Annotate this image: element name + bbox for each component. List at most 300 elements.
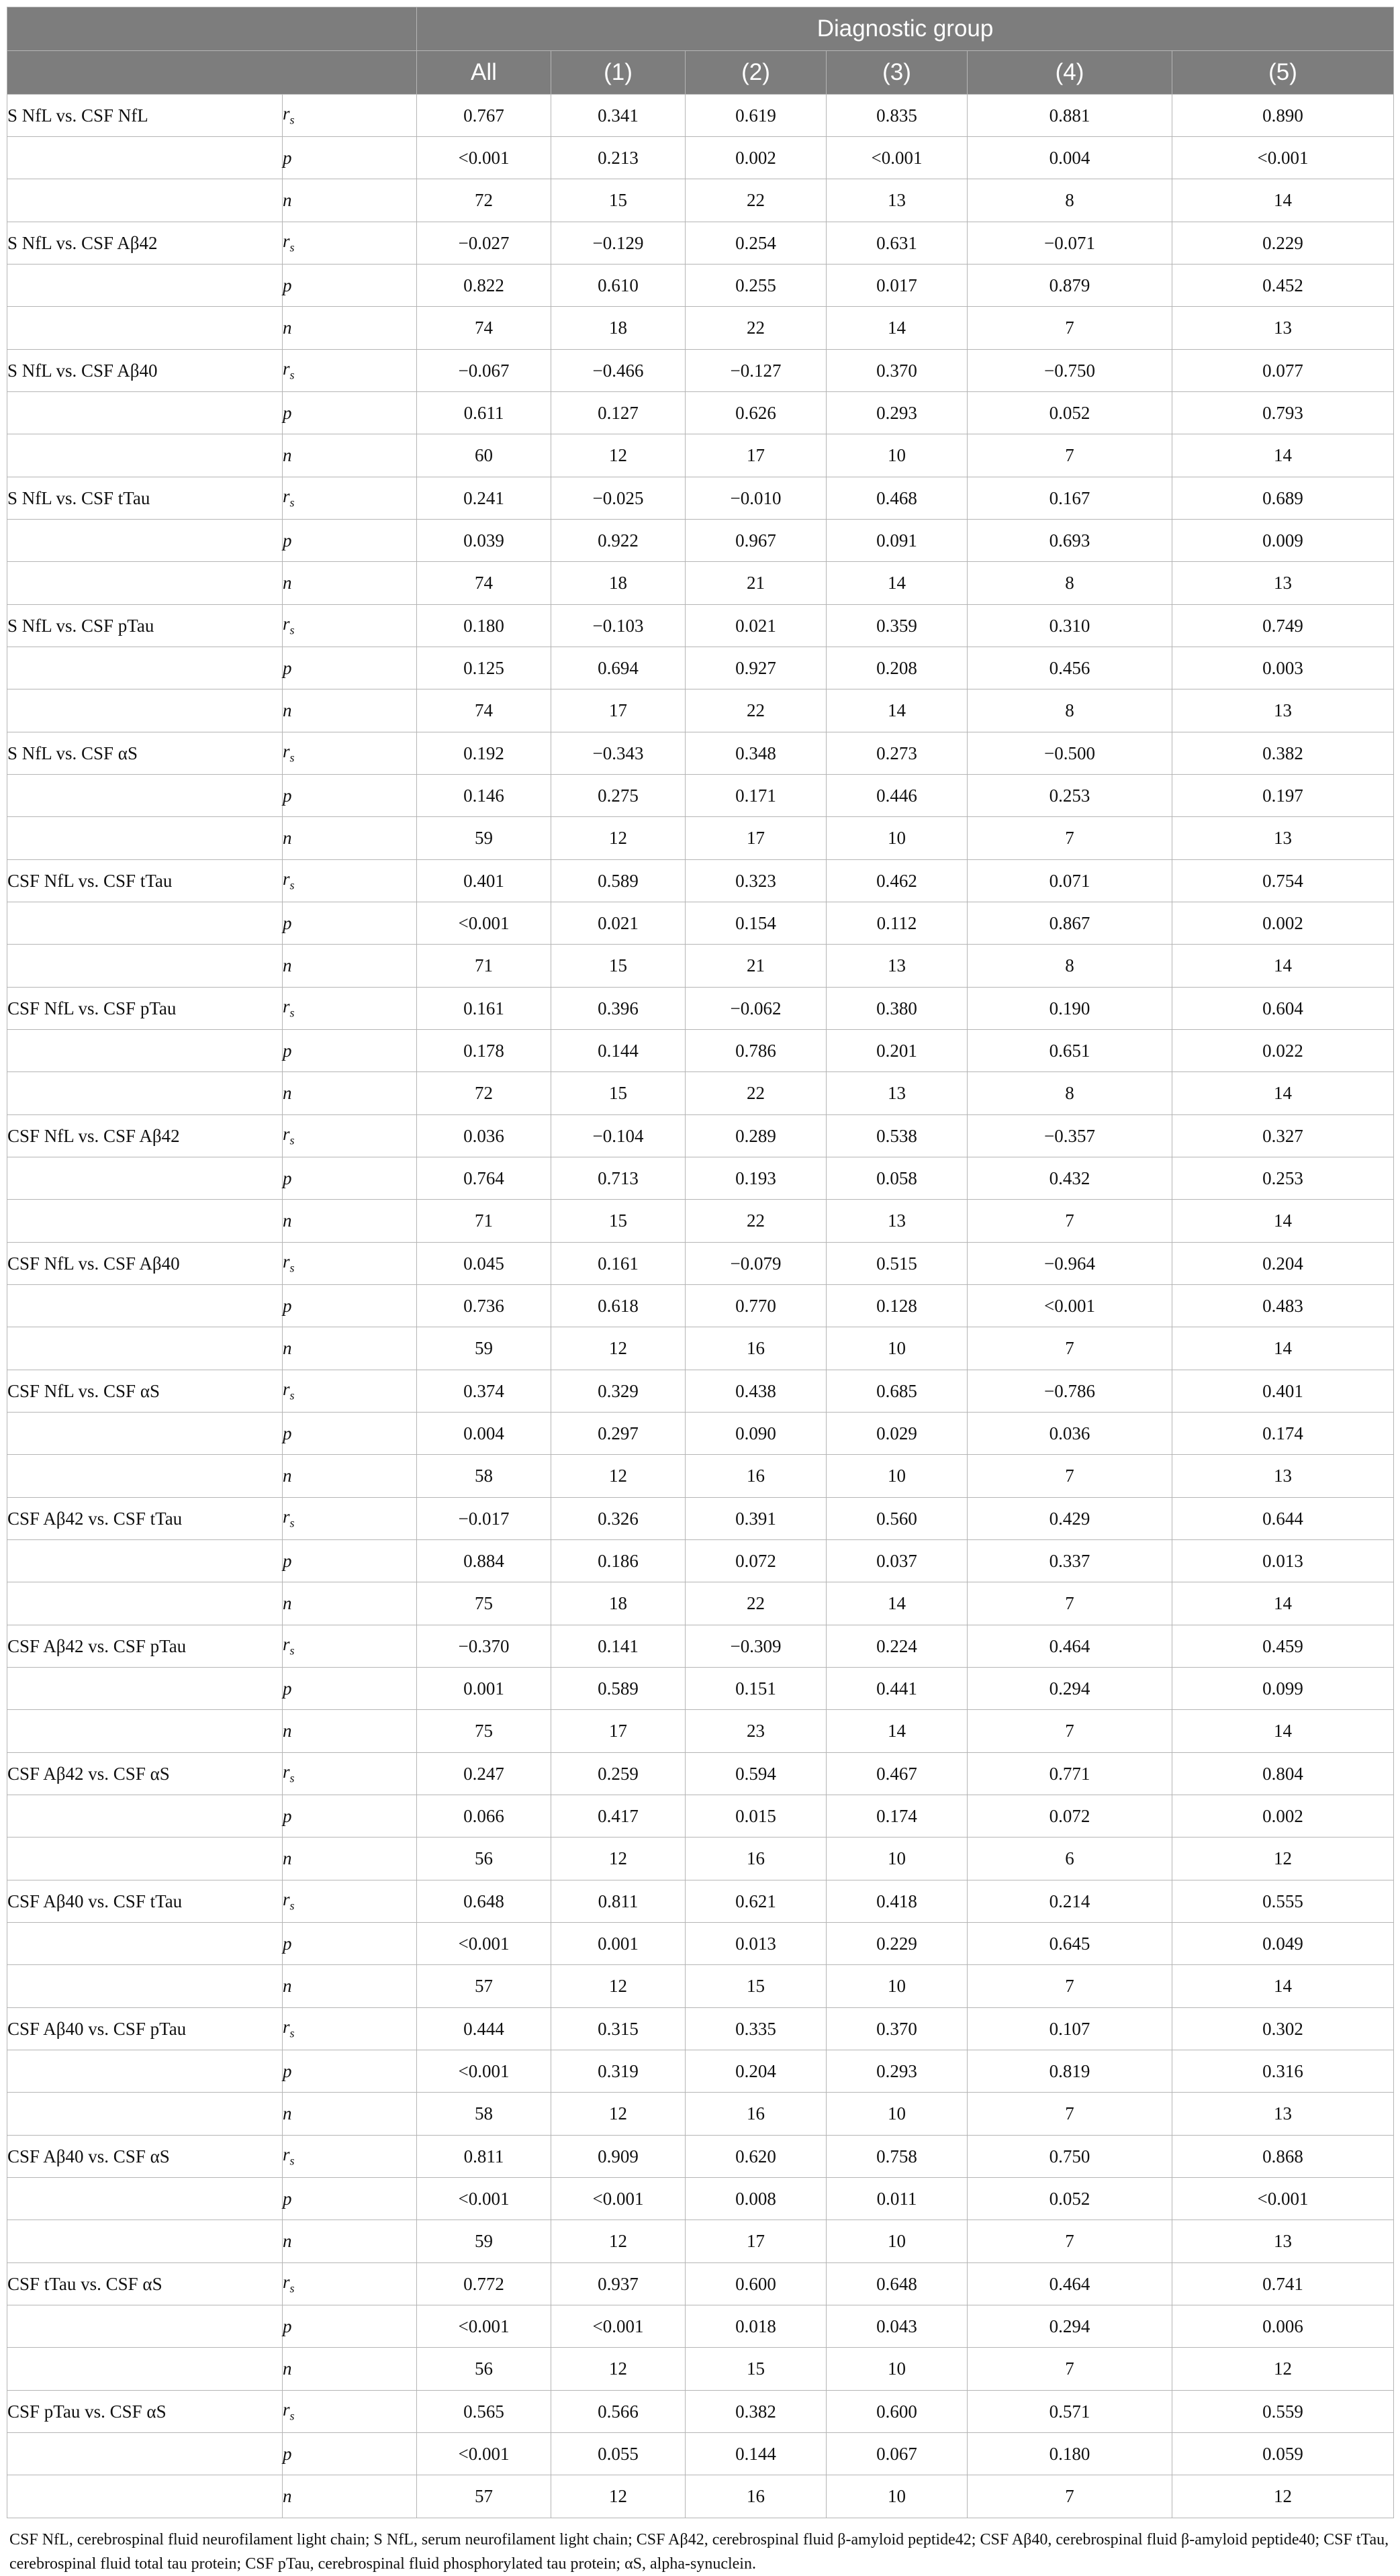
table-cell: 14 [1172,1327,1394,1370]
table-cell: 0.072 [968,1795,1172,1838]
table-cell: 0.401 [417,860,551,902]
comparison-label: S NfL vs. CSF tTau [7,477,283,520]
table-cell: 0.174 [827,1795,968,1838]
table-cell: 0.315 [551,2008,686,2050]
table-cell: 0.462 [827,860,968,902]
table-cell: 56 [417,2348,551,2391]
stat-label: n [283,1710,417,1753]
table-cell: 59 [417,1327,551,1370]
table-cell: 13 [827,1072,968,1115]
table-cell: <0.001 [827,137,968,179]
table-cell: 0.294 [968,1668,1172,1710]
table-cell: 0.417 [551,1795,686,1838]
table-cell: <0.001 [968,1285,1172,1327]
table-cell: 58 [417,2093,551,2136]
table-cell: 0.144 [551,1030,686,1072]
table-row [7,1923,1394,1965]
stat-label: n [283,2348,417,2391]
table-cell: 22 [686,179,827,222]
table-cell: 0.001 [417,1668,551,1710]
stat-label: $r_s$ [283,860,417,902]
table-cell: 0.429 [968,1498,1172,1540]
table-cell: 74 [417,307,551,350]
table-cell: 0.174 [1172,1413,1394,1455]
comparison-label: CSF Aβ42 vs. CSF αS [7,1753,283,1795]
table-cell: 0.273 [827,732,968,775]
column-header: (3) [827,51,968,95]
table-cell: 14 [1172,1710,1394,1753]
table-cell: 74 [417,562,551,605]
table-cell: 13 [1172,1455,1394,1498]
table-row [7,732,1394,775]
table-body [7,95,1394,2518]
table-cell: 10 [827,817,968,860]
table-row [7,902,1394,945]
table-cell: 0.909 [551,2136,686,2178]
comparison-label [7,1710,283,1753]
header-row-columns [7,51,1394,95]
table-cell: 8 [968,179,1172,222]
table-cell: −0.103 [551,605,686,647]
table-row [7,860,1394,902]
table-cell: 14 [827,307,968,350]
stat-label: p [283,775,417,817]
table-cell: 0.418 [827,1880,968,1923]
comparison-label [7,562,283,605]
table-cell: 0.204 [1172,1243,1394,1285]
table-cell: 0.253 [1172,1157,1394,1200]
table-cell: 14 [827,689,968,732]
table-cell: 12 [1172,1838,1394,1880]
table-cell: 0.822 [417,265,551,307]
table-row [7,2093,1394,2136]
table-cell: 0.600 [686,2263,827,2305]
table-cell: 22 [686,689,827,732]
table-cell: <0.001 [417,2305,551,2348]
table-row [7,2008,1394,2050]
table-cell: 12 [551,817,686,860]
stat-label: n [283,2220,417,2263]
table-container [7,7,1393,2576]
table-cell: 0.811 [551,1880,686,1923]
table-cell: 0.565 [417,2391,551,2433]
table-cell: 0.293 [827,392,968,434]
table-cell: 0.297 [551,1413,686,1455]
table-cell: 17 [551,1710,686,1753]
comparison-label [7,1157,283,1200]
comparison-label: CSF NfL vs. CSF pTau [7,988,283,1030]
table-row [7,307,1394,350]
stat-label: p [283,392,417,434]
table-cell: −0.129 [551,222,686,265]
comparison-label [7,647,283,689]
table-cell: 13 [1172,562,1394,605]
comparison-label [7,2220,283,2263]
table-cell: 59 [417,817,551,860]
table-cell: 0.374 [417,1370,551,1413]
table-cell: −0.079 [686,1243,827,1285]
stat-label: n [283,1582,417,1625]
comparison-label [7,2305,283,2348]
table-cell: 71 [417,1200,551,1243]
table-cell: 0.867 [968,902,1172,945]
table-cell: 14 [1172,1072,1394,1115]
table-cell: 0.125 [417,647,551,689]
comparison-label: CSF Aβ42 vs. CSF tTau [7,1498,283,1540]
table-cell: 0.804 [1172,1753,1394,1795]
table-cell: 0.396 [551,988,686,1030]
table-cell: 12 [551,434,686,477]
table-cell: 8 [968,1072,1172,1115]
table-cell: 0.620 [686,2136,827,2178]
stat-label: $r_s$ [283,1498,417,1540]
table-cell: 0.151 [686,1668,827,1710]
table-row [7,179,1394,222]
table-cell: 8 [968,562,1172,605]
table-cell: −0.500 [968,732,1172,775]
stat-label: $r_s$ [283,605,417,647]
table-cell: <0.001 [417,2433,551,2475]
comparison-label [7,1965,283,2008]
comparison-label: CSF NfL vs. CSF αS [7,1370,283,1413]
table-cell: 0.459 [1172,1625,1394,1668]
table-cell: 0.835 [827,95,968,137]
stat-label: p [283,1413,417,1455]
table-cell: 0.868 [1172,2136,1394,2178]
stat-label: p [283,1540,417,1582]
table-cell: 0.004 [417,1413,551,1455]
table-cell: 14 [1172,434,1394,477]
table-cell: <0.001 [417,2178,551,2220]
table-cell: 0.066 [417,1795,551,1838]
table-cell: 12 [551,2475,686,2518]
comparison-label [7,307,283,350]
table-cell: 0.071 [968,860,1172,902]
table-cell: 0.021 [551,902,686,945]
stat-label: $r_s$ [283,2263,417,2305]
table-row [7,775,1394,817]
table-cell: 7 [968,2220,1172,2263]
table-cell: 0.685 [827,1370,968,1413]
table-cell: 0.043 [827,2305,968,2348]
table-cell: 12 [551,2093,686,2136]
table-row [7,2263,1394,2305]
table-cell: 0.213 [551,137,686,179]
table-cell: 0.515 [827,1243,968,1285]
stat-label: $r_s$ [283,350,417,392]
table-row [7,1668,1394,1710]
table-cell: 7 [968,2093,1172,2136]
table-cell: 0.749 [1172,605,1394,647]
table-cell: −0.750 [968,350,1172,392]
table-cell: 22 [686,307,827,350]
stat-label: n [283,562,417,605]
comparison-label [7,1582,283,1625]
table-cell: 58 [417,1455,551,1498]
table-row [7,1413,1394,1455]
stat-label: p [283,1923,417,1965]
stat-label: p [283,1157,417,1200]
table-cell: 0.003 [1172,647,1394,689]
table-cell: 75 [417,1710,551,1753]
table-cell: 0.811 [417,2136,551,2178]
stat-label: p [283,2433,417,2475]
comparison-label [7,1200,283,1243]
stat-label: p [283,902,417,945]
table-cell: −0.357 [968,1115,1172,1157]
table-cell: 0.370 [827,2008,968,2050]
header-blank [7,7,417,51]
table-cell: 0.015 [686,1795,827,1838]
column-header: (5) [1172,51,1394,95]
stat-label: n [283,2093,417,2136]
comparison-label: CSF Aβ40 vs. CSF tTau [7,1880,283,1923]
comparison-label [7,137,283,179]
table-cell: 7 [968,817,1172,860]
table-cell: 0.112 [827,902,968,945]
table-cell: 0.438 [686,1370,827,1413]
table-cell: <0.001 [551,2178,686,2220]
table-cell: 0.154 [686,902,827,945]
table-cell: 0.310 [968,605,1172,647]
table-cell: 0.002 [1172,902,1394,945]
table-row [7,1795,1394,1838]
table-cell: 12 [551,1455,686,1498]
comparison-label: CSF Aβ40 vs. CSF αS [7,2136,283,2178]
table-cell: 10 [827,1455,968,1498]
table-row [7,1753,1394,1795]
table-cell: −0.370 [417,1625,551,1668]
table-cell: 0.186 [551,1540,686,1582]
comparison-label: S NfL vs. CSF Aβ42 [7,222,283,265]
comparison-label: S NfL vs. CSF pTau [7,605,283,647]
table-cell: −0.104 [551,1115,686,1157]
table-row [7,2305,1394,2348]
table-row [7,1455,1394,1498]
table-cell: −0.786 [968,1370,1172,1413]
table-cell: 12 [551,2348,686,2391]
table-cell: 0.107 [968,2008,1172,2050]
comparison-label [7,1838,283,1880]
stat-label: p [283,2050,417,2093]
table-cell: 0.645 [968,1923,1172,1965]
comparison-label [7,902,283,945]
table-cell: 0.009 [1172,520,1394,562]
comparison-label [7,1285,283,1327]
diagnostic-group-header: Diagnostic group [417,7,1394,51]
table-row [7,1625,1394,1668]
table-cell: 0.319 [551,2050,686,2093]
stat-label: $r_s$ [283,1880,417,1923]
table-cell: −0.062 [686,988,827,1030]
table-cell: 15 [686,2348,827,2391]
table-cell: 0.293 [827,2050,968,2093]
table-cell: 0.648 [417,1880,551,1923]
stat-label: p [283,1030,417,1072]
table-cell: 0.559 [1172,2391,1394,2433]
stat-label: $r_s$ [283,1115,417,1157]
table-cell: 6 [968,1838,1172,1880]
table-cell: 0.077 [1172,350,1394,392]
table-cell: 0.229 [827,1923,968,1965]
table-cell: 0.464 [968,1625,1172,1668]
table-cell: 0.538 [827,1115,968,1157]
stat-label: p [283,1285,417,1327]
stat-label: $r_s$ [283,1753,417,1795]
comparison-label [7,392,283,434]
stat-label: p [283,2305,417,2348]
comparison-label [7,265,283,307]
table-cell: 0.193 [686,1157,827,1200]
table-cell: 0.253 [968,775,1172,817]
table-cell: 57 [417,2475,551,2518]
table-cell: <0.001 [1172,2178,1394,2220]
table-cell: 0.750 [968,2136,1172,2178]
table-cell: 0.452 [1172,265,1394,307]
table-cell: 16 [686,1455,827,1498]
table-cell: 0.013 [1172,1540,1394,1582]
table-cell: 12 [551,1838,686,1880]
table-cell: 0.881 [968,95,1172,137]
table-cell: 0.190 [968,988,1172,1030]
table-row [7,392,1394,434]
table-cell: 0.197 [1172,775,1394,817]
comparison-label: CSF tTau vs. CSF αS [7,2263,283,2305]
table-row [7,1243,1394,1285]
stat-label: n [283,945,417,988]
stat-label: p [283,137,417,179]
table-cell: 0.589 [551,860,686,902]
table-cell: 13 [827,945,968,988]
table-cell: 59 [417,2220,551,2263]
table-row [7,689,1394,732]
stat-label: p [283,265,417,307]
table-row [7,2050,1394,2093]
comparison-label: S NfL vs. CSF Aβ40 [7,350,283,392]
table-row [7,562,1394,605]
column-header: (1) [551,51,686,95]
stat-label: $r_s$ [283,988,417,1030]
table-cell: 0.039 [417,520,551,562]
table-row [7,477,1394,520]
comparison-label [7,1327,283,1370]
table-cell: 0.604 [1172,988,1394,1030]
table-cell: 0.644 [1172,1498,1394,1540]
table-cell: 10 [827,2348,968,2391]
table-cell: 13 [827,1200,968,1243]
table-cell: 0.294 [968,2305,1172,2348]
table-cell: 72 [417,1072,551,1115]
table-cell: 0.621 [686,1880,827,1923]
stat-label: n [283,1072,417,1115]
table-cell: −0.343 [551,732,686,775]
table-cell: 14 [1172,1582,1394,1625]
table-cell: 0.127 [551,392,686,434]
table-cell: 7 [968,1455,1172,1498]
table-cell: 0.370 [827,350,968,392]
table-cell: 22 [686,1200,827,1243]
column-header: (4) [968,51,1172,95]
table-cell: 0.337 [968,1540,1172,1582]
table-row [7,2136,1394,2178]
comparison-label [7,1540,283,1582]
table-cell: 12 [1172,2475,1394,2518]
table-row [7,647,1394,689]
table-cell: 13 [1172,689,1394,732]
table-row [7,945,1394,988]
table-cell: 0.754 [1172,860,1394,902]
table-cell: 0.764 [417,1157,551,1200]
table-cell: 0.099 [1172,1668,1394,1710]
stat-label: n [283,307,417,350]
comparison-label [7,689,283,732]
table-cell: 0.001 [551,1923,686,1965]
table-cell: 0.144 [686,2433,827,2475]
table-cell: 0.758 [827,2136,968,2178]
table-cell: 17 [686,434,827,477]
stat-label: $r_s$ [283,732,417,775]
table-cell: 74 [417,689,551,732]
table-cell: 0.380 [827,988,968,1030]
stat-label: n [283,1200,417,1243]
stat-label: n [283,689,417,732]
table-cell: −0.010 [686,477,827,520]
table-row [7,1582,1394,1625]
table-cell: 0.594 [686,1753,827,1795]
table-cell: 0.021 [686,605,827,647]
table-row [7,988,1394,1030]
table-cell: 0.002 [1172,1795,1394,1838]
table-cell: 13 [1172,307,1394,350]
table-cell: 0.011 [827,2178,968,2220]
table-cell: <0.001 [417,1923,551,1965]
table-cell: 7 [968,2475,1172,2518]
table-cell: 21 [686,562,827,605]
table-cell: <0.001 [417,2050,551,2093]
stat-label: p [283,2178,417,2220]
table-cell: 0.201 [827,1030,968,1072]
table-row [7,1285,1394,1327]
table-row [7,1710,1394,1753]
table-cell: 0.467 [827,1753,968,1795]
table-cell: 0.167 [968,477,1172,520]
table-cell: 13 [1172,2093,1394,2136]
table-cell: 14 [1172,945,1394,988]
table-cell: 0.391 [686,1498,827,1540]
table-cell: −0.466 [551,350,686,392]
table-cell: 0.017 [827,265,968,307]
stat-label: n [283,817,417,860]
table-cell: 0.631 [827,222,968,265]
stat-label: $r_s$ [283,95,417,137]
table-cell: 0.036 [968,1413,1172,1455]
table-cell: 0.651 [968,1030,1172,1072]
table-cell: 0.736 [417,1285,551,1327]
table-cell: 15 [551,1072,686,1115]
table-cell: 7 [968,1710,1172,1753]
table-cell: 0.045 [417,1243,551,1285]
comparison-label [7,1795,283,1838]
table-row [7,2475,1394,2518]
table-cell: 0.819 [968,2050,1172,2093]
table-row [7,350,1394,392]
table-cell: 0.018 [686,2305,827,2348]
table-cell: 17 [686,2220,827,2263]
stat-label: $r_s$ [283,222,417,265]
stat-label: n [283,1327,417,1370]
table-row [7,1838,1394,1880]
table-cell: 13 [827,179,968,222]
